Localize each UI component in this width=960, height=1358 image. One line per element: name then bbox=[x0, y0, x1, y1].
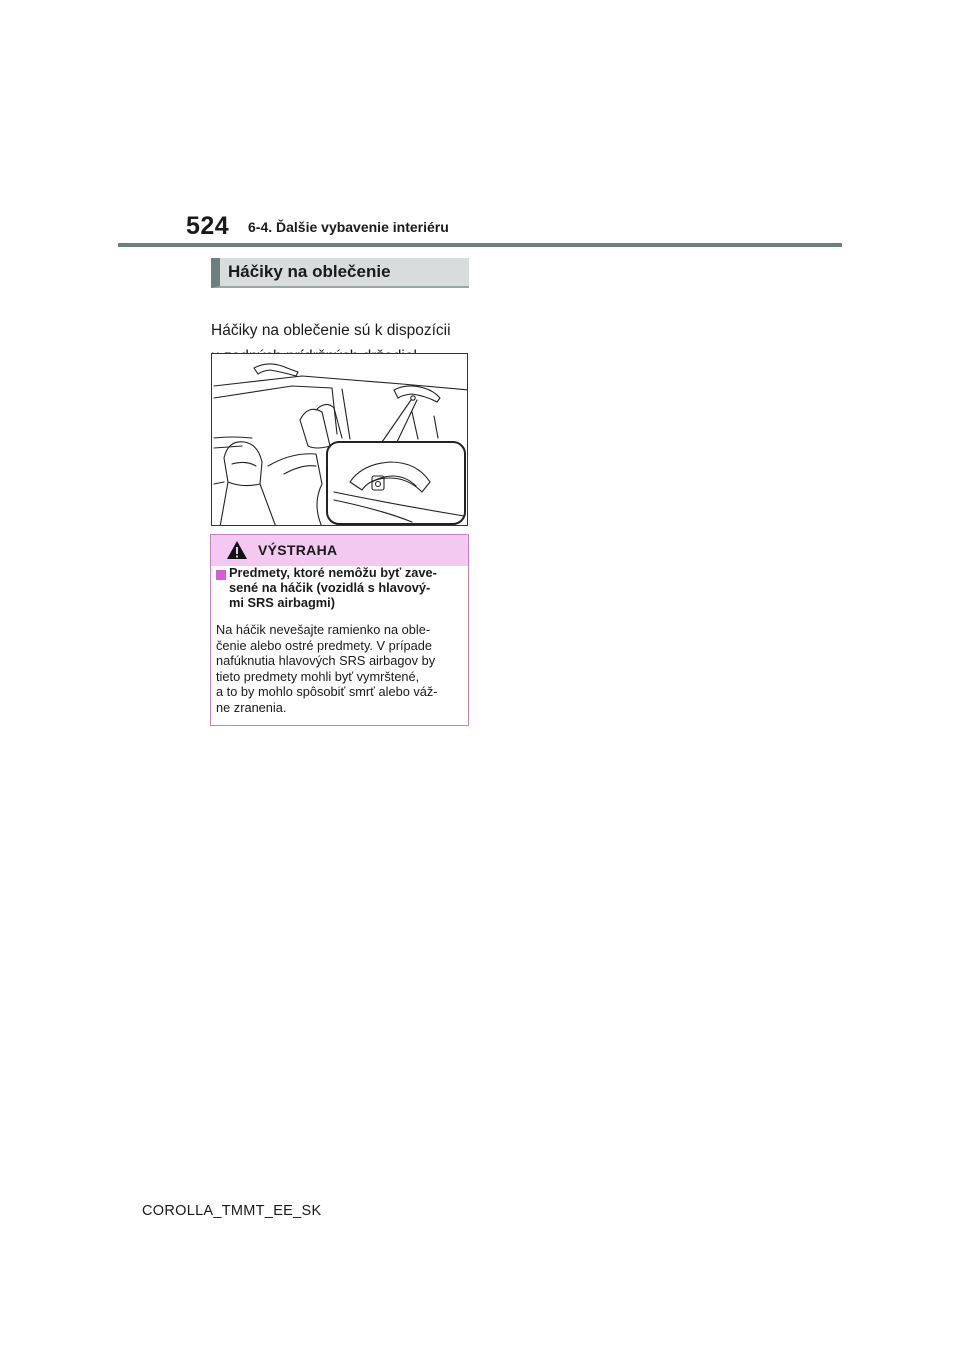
warning-text-line: a to by mohlo spôsobiť smrť alebo váž- bbox=[216, 684, 438, 699]
header-divider bbox=[118, 243, 842, 247]
section-title: 6-4. Ďalšie vybavenie interiéru bbox=[248, 219, 449, 235]
document-code: COROLLA_TMMT_EE_SK bbox=[142, 1203, 322, 1219]
section-heading: Háčiky na oblečenie bbox=[228, 262, 391, 281]
warning-title: VÝSTRAHA bbox=[258, 542, 338, 558]
bullet-square-icon bbox=[216, 570, 226, 580]
coat-hook-drawing bbox=[212, 354, 468, 526]
warning-subheading bbox=[229, 565, 465, 610]
warning-subheading-line: mi SRS airbagmi) bbox=[229, 595, 335, 610]
warning-text-line: nafúknutia hlavových SRS airbagov by bbox=[216, 653, 436, 668]
warning-text-line: čenie alebo ostré predmety. V prípade bbox=[216, 637, 433, 653]
warning-text bbox=[216, 622, 466, 715]
warning-box bbox=[210, 534, 469, 726]
coat-hook-illustration bbox=[211, 353, 468, 526]
warning-text-line: tieto predmety mohli byť vymrštené, bbox=[216, 668, 420, 684]
page-number: 524 bbox=[186, 212, 230, 240]
section-heading-box bbox=[211, 258, 469, 288]
body-line: Háčiky na oblečenie sú k dispozícii bbox=[211, 322, 451, 339]
warning-text-line: Na háčik nevešajte ramienko na oble- bbox=[216, 622, 431, 637]
warning-triangle-icon bbox=[226, 540, 248, 560]
warning-subheading-line: sené na háčik (vozidlá s hlavový- bbox=[229, 580, 431, 595]
warning-subheading-line: Predmety, ktoré nemôžu byť zave- bbox=[229, 565, 437, 580]
warning-text-line: ne zranenia. bbox=[216, 699, 287, 715]
warning-header bbox=[211, 535, 468, 566]
